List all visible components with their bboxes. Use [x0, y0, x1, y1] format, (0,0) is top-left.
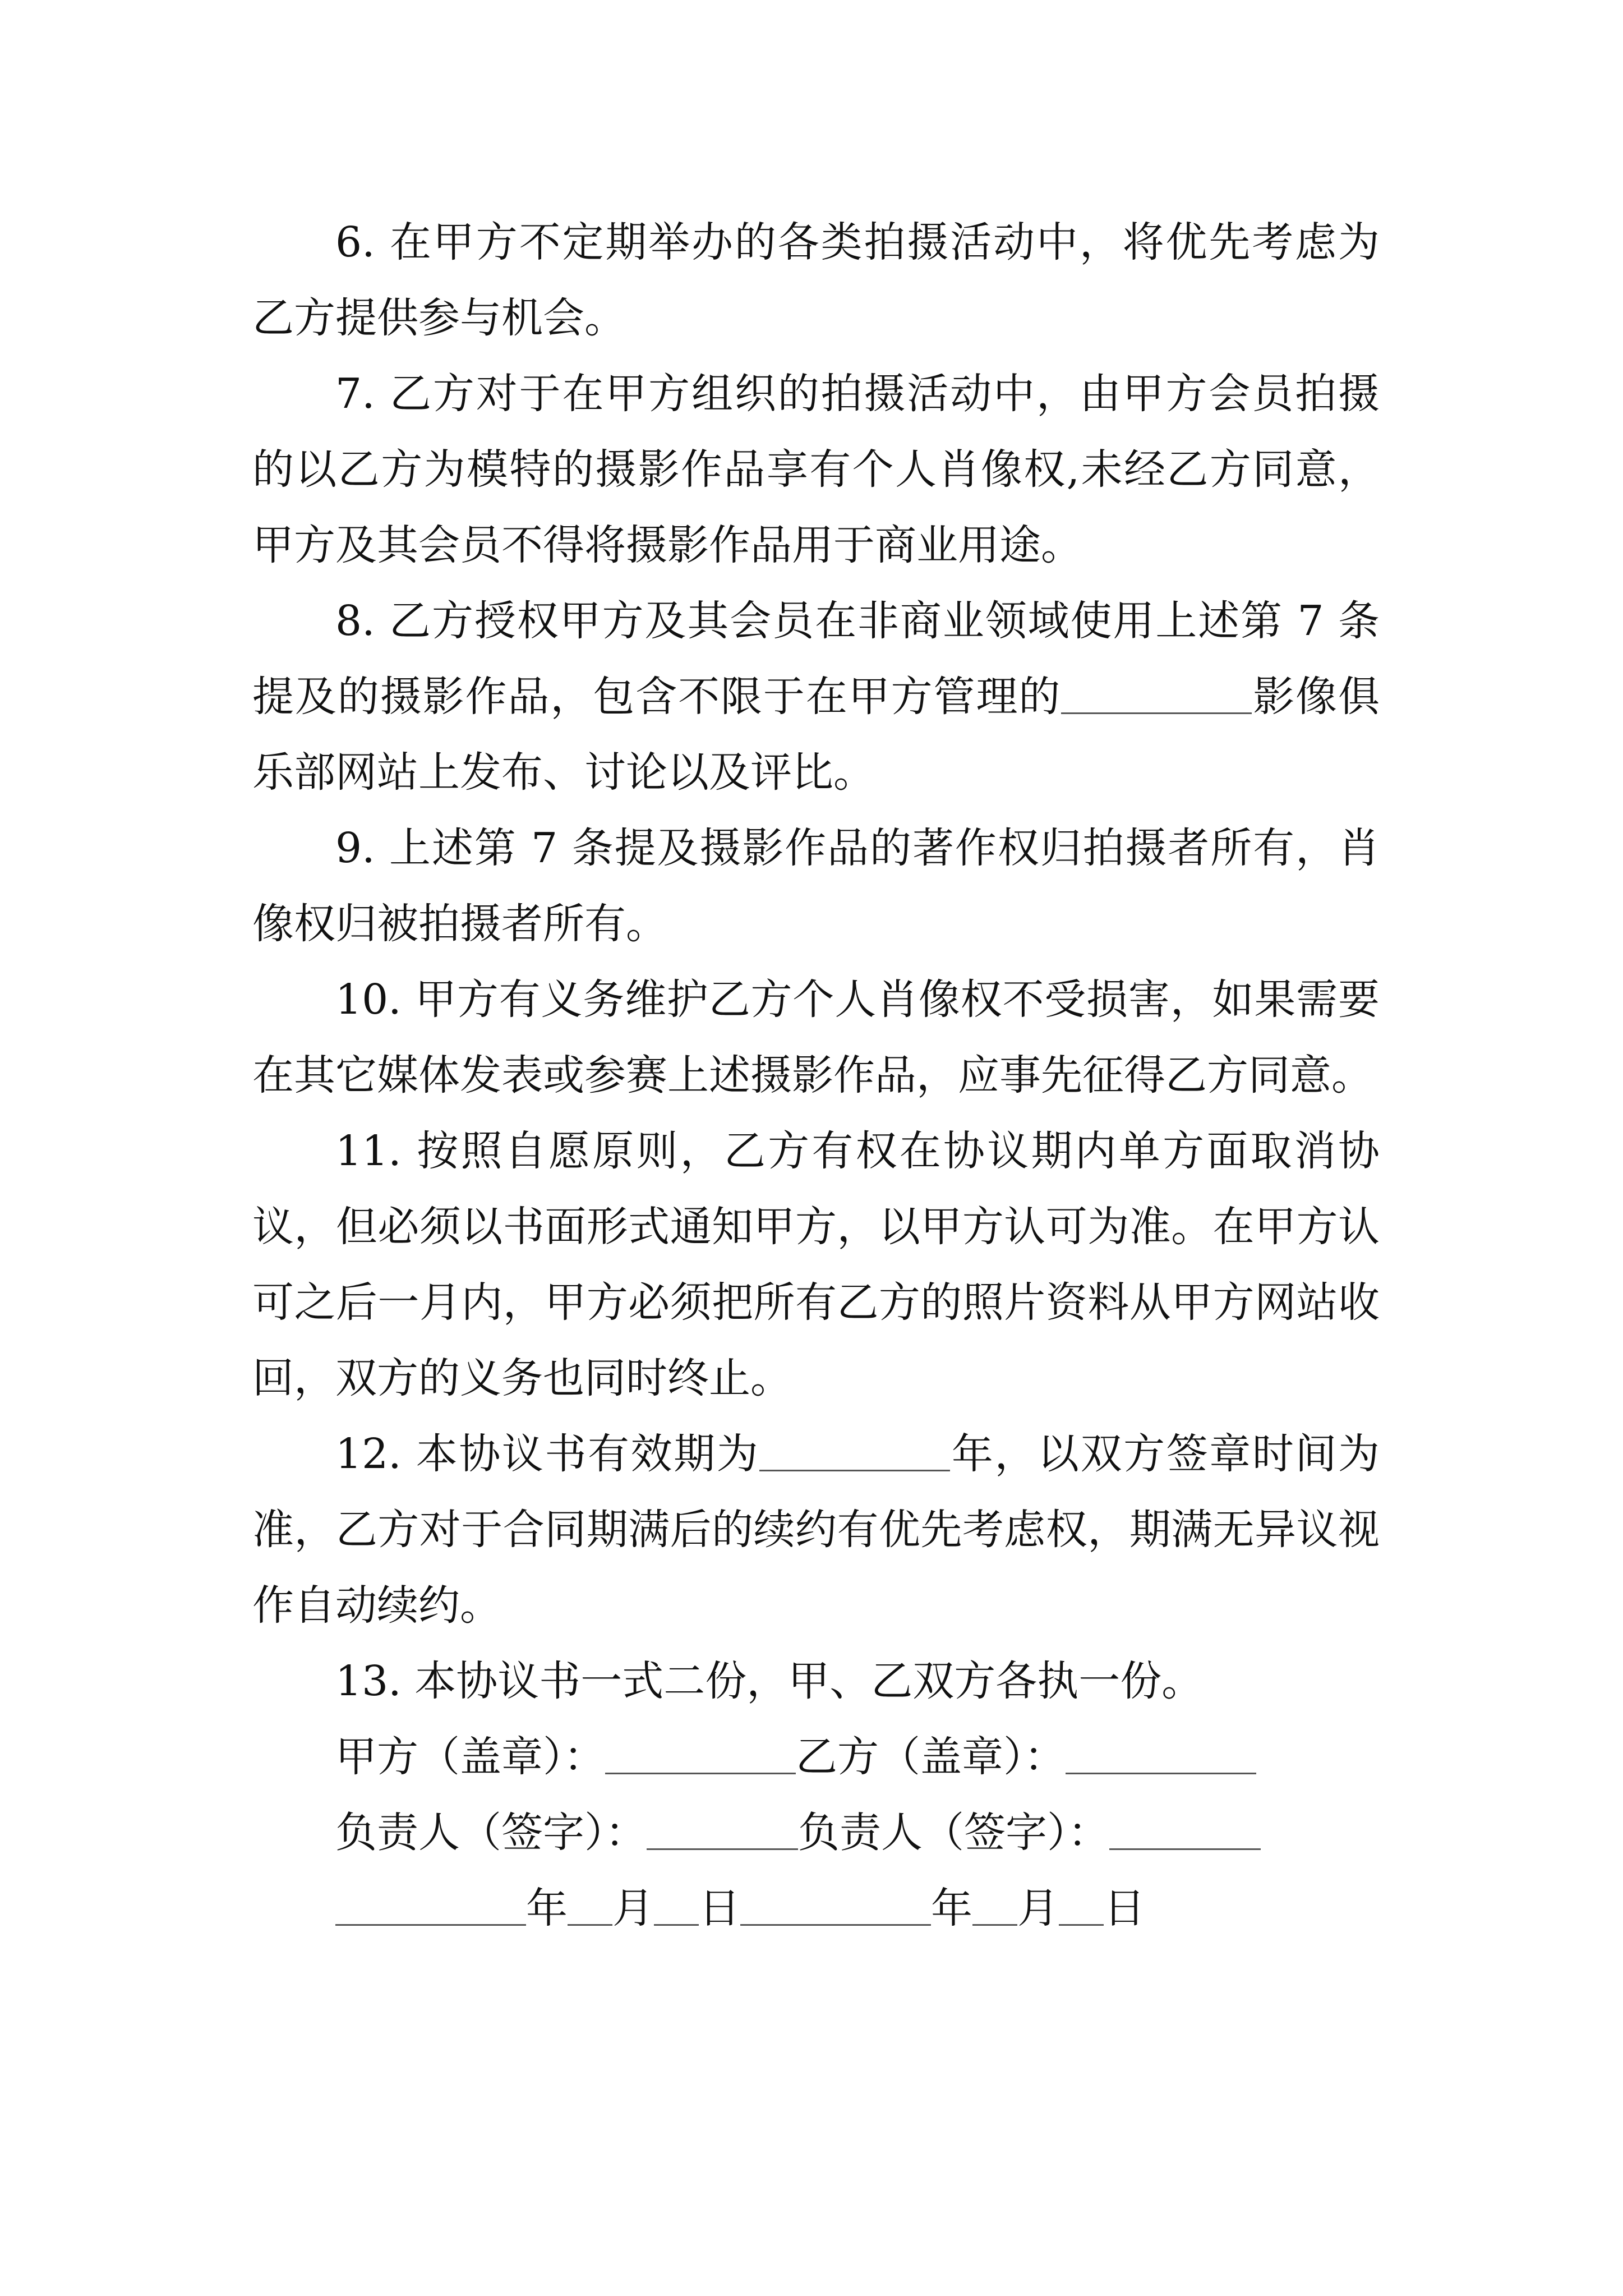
signer-row: [252, 1795, 1380, 1871]
club-name-blank: [1061, 671, 1252, 714]
clause-11: 11. 按照自愿原则，乙方有权在协议期内单方面取消协议，但必须以书面形式通知甲方，以甲方认可为准。在甲方认可之后一月内，甲方必须把所有乙方的照片资料从甲方网站收回，双方的义务也同时终止。: [252, 1127, 1380, 1402]
year-label-b: 年: [931, 1884, 972, 1932]
clause-9: 9. 上述第 7 条提及摄影作品的著作权归拍摄者所有，肖像权归被拍摄者所有。: [252, 824, 1380, 948]
party-a-seal-blank: [605, 1731, 796, 1774]
clause-10: 10. 甲方有义务维护乙方个人肖像权不受损害，如果需要在其它媒体发表或参赛上述摄影作品，应事先征得乙方同意。: [252, 976, 1380, 1099]
party-b-signer-label: 负责人（签字）：: [798, 1809, 1109, 1857]
clause-12: [252, 1416, 1380, 1644]
party-a-month-blank: [568, 1883, 612, 1926]
party-a-year-blank: [335, 1883, 526, 1926]
party-b-year-blank: [740, 1883, 931, 1926]
document-body: [252, 205, 1380, 1947]
clause-7: 7. 乙方对于在甲方组织的拍摄活动中，由甲方会员拍摄的以乙方为模特的摄影作品享有个人肖像权,未经乙方同意，甲方及其会员不得将摄影作品用于商业用途。: [252, 370, 1380, 569]
party-a-signer-blank: [647, 1807, 798, 1850]
month-label-b: 月: [1017, 1884, 1059, 1932]
clause-8-text-after: 影像俱乐部网站上发布、讨论以及评比。: [252, 673, 1380, 797]
clause-12-text-after: 年，以双方签章时间为准，乙方对于合同期满后的续约有优先考虑权，期满无异议视作自动续约。: [252, 1430, 1380, 1630]
day-label-b: 日: [1104, 1884, 1145, 1932]
clause-12-text-before: 12. 本协议书有效期为: [335, 1430, 760, 1478]
party-b-signer-blank: [1109, 1807, 1261, 1850]
clause-8: [252, 583, 1380, 811]
party-b-day-blank: [1059, 1883, 1104, 1926]
month-label-a: 月: [612, 1884, 654, 1932]
clause-13: 13. 本协议书一式二份，甲、乙双方各执一份。: [335, 1657, 1204, 1705]
party-b-seal-blank: [1066, 1731, 1256, 1774]
party-b-month-blank: [972, 1883, 1017, 1926]
clause-6: 6. 在甲方不定期举办的各类拍摄活动中，将优先考虑为乙方提供参与机会。: [252, 218, 1380, 342]
seal-row: [252, 1719, 1380, 1795]
party-a-day-blank: [654, 1883, 699, 1926]
party-a-seal-label: 甲方（盖章）：: [335, 1733, 605, 1781]
date-row: [252, 1871, 1380, 1947]
clause-8-text-before: 8. 乙方授权甲方及其会员在非商业领域使用上述第 7 条提及的摄影作品，包含不限于在甲方管理的: [252, 597, 1380, 721]
party-a-signer-label: 负责人（签字）：: [335, 1809, 647, 1857]
year-label-a: 年: [526, 1884, 568, 1932]
term-years-blank: [759, 1428, 950, 1471]
party-b-seal-label: 乙方（盖章）：: [796, 1733, 1066, 1781]
day-label-a: 日: [699, 1884, 740, 1932]
